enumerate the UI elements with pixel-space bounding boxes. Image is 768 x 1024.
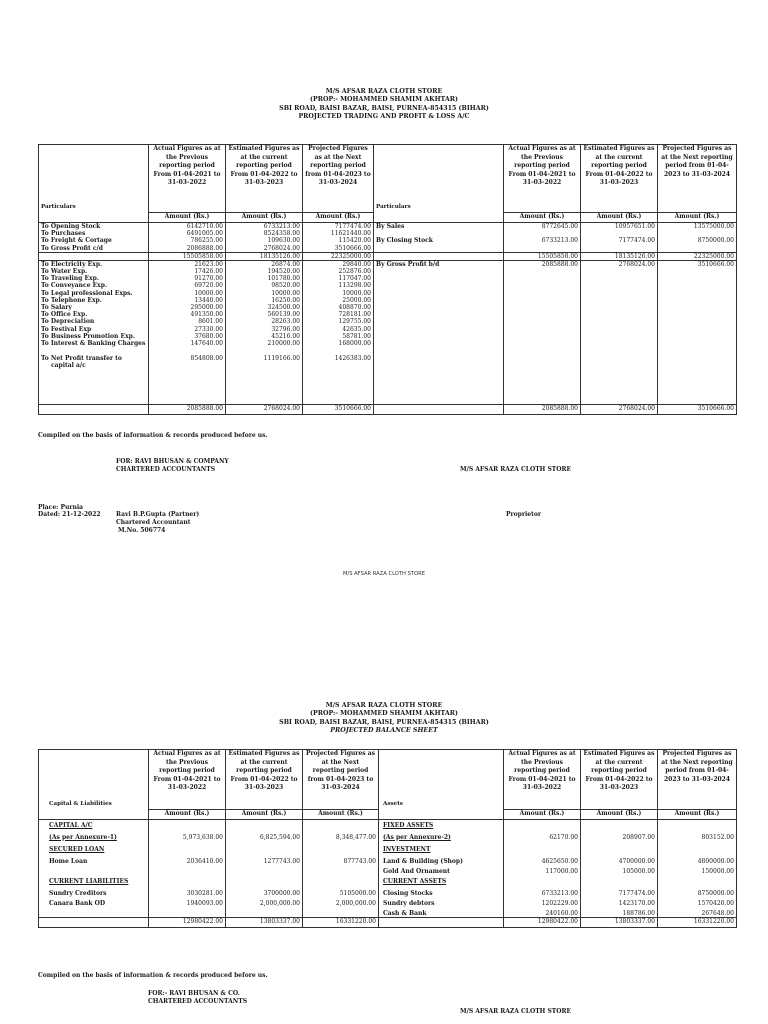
value: 2085888.00 [541, 260, 578, 268]
asset-value [658, 820, 737, 832]
liability-value [226, 866, 303, 876]
trading-debit-projected [303, 223, 374, 253]
blank-cell [379, 918, 504, 928]
trading-total: 15505858.00 [149, 252, 226, 260]
trading-credit-labels [374, 223, 504, 253]
trading-debit-labels [39, 223, 149, 253]
row-label [376, 245, 501, 252]
value [506, 245, 578, 252]
row-label: To Depreciation [41, 318, 95, 326]
row-label [376, 230, 501, 237]
spacer [151, 347, 223, 355]
value: 8601.00 [198, 318, 223, 326]
liability-value [149, 866, 226, 876]
particulars-head-left: Particulars [39, 145, 149, 223]
liability-value: 3700000.00 [226, 888, 303, 898]
liability-value [149, 876, 226, 888]
proprietor-line: (PROP:- MOHAMMED SHAMIM AKHTAR) [310, 710, 458, 718]
asset-label: (As per Annexure-2) [379, 832, 504, 844]
value: 2086888.00 [186, 244, 223, 252]
value: 21623.00 [194, 260, 223, 268]
row-label: To Salary [41, 304, 72, 312]
asset-value: 7177474.00 [581, 888, 658, 898]
pl-trading-block [39, 223, 737, 253]
amount-head: Amount (Rs.) [581, 213, 658, 223]
trading-credit-estimated [581, 223, 658, 253]
proprietor-line: (PROP:- MOHAMMED SHAMIM AKHTAR) [310, 96, 458, 104]
row-label: To Festival Exp [41, 325, 92, 333]
bs-row [39, 888, 737, 898]
capital-liabilities-head: Capital & Liabilities [39, 750, 149, 820]
proprietor-label: Proprietor [506, 511, 542, 518]
asset-value: 1570420.00 [658, 898, 737, 908]
value: 295000.00 [190, 304, 223, 312]
grand-total: 2768024.00 [226, 404, 303, 414]
bs-header [0, 702, 768, 736]
value: 17426.00 [194, 268, 223, 276]
pl-header [0, 88, 768, 122]
value: 32796.00 [271, 325, 300, 333]
row-label: To Purchases [41, 230, 86, 238]
amount-head: Amount (Rs.) [303, 213, 374, 223]
liability-value: 2,000,000.00 [303, 898, 379, 908]
bs-row [39, 856, 737, 866]
amount-head: Amount (Rs.) [581, 810, 658, 820]
bs-total: 12980422.00 [149, 918, 226, 928]
liability-value [303, 820, 379, 832]
asset-label: Closing Stocks [379, 888, 504, 898]
liability-value [303, 844, 379, 856]
amount-head: Amount (Rs.) [504, 213, 581, 223]
blank-cell [39, 918, 149, 928]
asset-value: 150000.00 [658, 866, 737, 876]
row-label: By Gross Profit b/d [376, 260, 440, 268]
compiled-note: Compiled on the basis of information & records produced before us. [38, 432, 268, 439]
value: 194520.00 [267, 268, 300, 276]
asset-value: 208907.00 [581, 832, 658, 844]
liability-value [226, 844, 303, 856]
asset-label: FIXED ASSETS [379, 820, 504, 832]
col-head-projected: Projected Figures as at the Next reporting period from 01-04-2023 to 31-03-2024 [303, 145, 374, 213]
liability-label: CURRENT LIABILITIES [39, 876, 149, 888]
bs-total: 12980422.00 [504, 918, 581, 928]
liability-label: Sundry Creditors [39, 888, 149, 898]
liability-value: 877743.00 [303, 856, 379, 866]
liability-value: 2,000,000.00 [226, 898, 303, 908]
bs-row [39, 820, 737, 832]
value: 6733213.00 [263, 223, 300, 230]
spacer [305, 347, 371, 355]
col-head-projected-r: Projected Figures as at the Next reporting period from 01-04-2023 to 31-03-2024 [658, 145, 737, 213]
asset-label: Sundry debtors [379, 898, 504, 908]
value: 8750000.00 [697, 237, 734, 245]
store-signature-name: M/S AFSAR RAZA CLOTH STORE [460, 466, 572, 473]
value: 210000.00 [267, 340, 300, 348]
value: 560139.00 [267, 311, 300, 319]
value: 491350.00 [190, 311, 223, 319]
grand-total: 2768024.00 [581, 404, 658, 414]
blank-cell [39, 404, 149, 414]
asset-label: CURRENT ASSETS [379, 876, 504, 888]
asset-value: 105000.00 [581, 866, 658, 876]
row-label: By Sales [376, 223, 405, 230]
asset-value: 267648.00 [658, 908, 737, 918]
bs-table [38, 749, 737, 928]
asset-value [581, 820, 658, 832]
store-signature-name-bs: M/S AFSAR RAZA CLOTH STORE [460, 1008, 572, 1015]
value: 408870.00 [338, 304, 371, 312]
value [583, 245, 655, 252]
value: 29840.00 [342, 260, 371, 268]
value: 45216.00 [271, 332, 300, 340]
value: 324500.00 [267, 304, 300, 312]
asset-value: 188786.00 [581, 908, 658, 918]
trading-total: 18135126.00 [226, 252, 303, 260]
auditor-designation-bs: CHARTERED ACCOUNTANTS [148, 998, 248, 1005]
value: 7177474.00 [334, 223, 371, 230]
value: 10957651.00 [614, 223, 655, 230]
col-head-actual-r: Actual Figures as at the Previous reporting period From 01-04-2021 to 31-03-2022 [504, 145, 581, 213]
col-head-actual: Actual Figures as at the Previous reporting period From 01-04-2021 to 31-03-2022 [149, 145, 226, 213]
pl-expense-block [39, 260, 737, 404]
value: 3510666.00 [697, 260, 734, 268]
value: 6733213.00 [541, 237, 578, 245]
liability-value: 3030281.00 [149, 888, 226, 898]
value: 2768024.00 [618, 260, 655, 268]
value: 728181.00 [338, 311, 371, 319]
col-head-actual-r: Actual Figures as at the Previous reporting period From 01-04-2021 to 31-03-2022 [504, 750, 581, 810]
value: 11621440.00 [330, 230, 371, 238]
row-label: To Gross Profit c/d [41, 244, 103, 252]
liability-value [303, 908, 379, 918]
col-head-estimated-r: Estimated Figures as at the current reporting period From 01-04-2022 to 31-03-2023 [581, 145, 658, 213]
asset-value: 8750000.00 [658, 888, 737, 898]
liability-value [303, 876, 379, 888]
row-label: To Water Exp. [41, 268, 88, 276]
spacer [228, 347, 300, 355]
net-profit-label: To Net Profit transfer to [41, 355, 122, 363]
liability-value [226, 820, 303, 832]
row-label: To Legal professional Exps. [41, 289, 133, 297]
value: 8524358.00 [263, 230, 300, 238]
pl-grand-total-row [39, 404, 737, 414]
address-line: SBI ROAD, BAISI BAZAR, BAISI, PURNEA-854315 (BIHAR) [279, 104, 489, 112]
row-label: To Traveling Exp. [41, 275, 99, 283]
bs-title: PROJECTED BALANCE SHEET [330, 727, 438, 735]
trading-totals-row [39, 252, 737, 260]
asset-label: INVESTMENT [379, 844, 504, 856]
value: 27330.00 [194, 325, 223, 333]
value: 6142710.00 [186, 223, 223, 230]
pl-table [38, 144, 737, 415]
bs-total: 13803337.00 [581, 918, 658, 928]
firm-name: M/S AFSAR RAZA CLOTH STORE [325, 88, 443, 95]
value: 25000.00 [342, 296, 371, 304]
income-estimated [581, 260, 658, 404]
net-profit-value: 1119166.00 [263, 355, 300, 363]
col-head-estimated-r: Estimated Figures as at the current reporting period From 01-04-2022 to 31-03-2023 [581, 750, 658, 810]
value: 109630.00 [267, 237, 300, 245]
liability-label: Canara Bank OD [39, 898, 149, 908]
value: 42635.00 [342, 325, 371, 333]
asset-value: 1423170.00 [581, 898, 658, 908]
net-profit-value: 1426383.00 [334, 355, 371, 363]
row-label: To Interest & Banking Charges [41, 340, 146, 348]
auditor-firm-bs: FOR:- RAVI BHUSAN & CO. [148, 990, 240, 997]
bs-row [39, 908, 737, 918]
asset-label: Gold And Ornament [379, 866, 504, 876]
value: 26874.00 [271, 260, 300, 268]
income-actual [504, 260, 581, 404]
row-label: By Closing Stock [376, 237, 433, 245]
net-profit-value: 854808.00 [190, 355, 223, 363]
value [660, 230, 734, 237]
trading-total: 22325000.00 [303, 252, 374, 260]
liability-value [226, 908, 303, 918]
liability-label: SECURED LOAN [39, 844, 149, 856]
liability-value: 2036410.00 [149, 856, 226, 866]
value: 13440.00 [194, 296, 223, 304]
liability-value: 6,825,594.00 [226, 832, 303, 844]
assets-head: Assets [379, 750, 504, 820]
amount-head: Amount (Rs.) [149, 213, 226, 223]
page-footer: M/S AFSAR RAZA CLOTH STORE [342, 571, 426, 577]
blank-cell [374, 252, 504, 260]
expense-estimated [226, 260, 303, 404]
liability-value [149, 908, 226, 918]
bs-row [39, 832, 737, 844]
row-label: To Freight & Cortage [41, 237, 112, 245]
bs-total: 13803337.00 [226, 918, 303, 928]
amount-head: Amount (Rs.) [149, 810, 226, 820]
value: 3510666.00 [334, 244, 371, 252]
asset-value [504, 844, 581, 856]
expense-projected [303, 260, 374, 404]
bs-head-row [39, 750, 737, 810]
value: 147640.00 [190, 340, 223, 348]
particulars-head-right: Particulars [374, 145, 504, 223]
value: 10000.00 [194, 289, 223, 297]
asset-value: 4625650.00 [504, 856, 581, 866]
value: 117047.00 [338, 275, 371, 283]
row-label: To Conveyance Exp. [41, 282, 108, 290]
amount-head: Amount (Rs.) [226, 810, 303, 820]
income-labels [374, 260, 504, 404]
liability-label: Home Loan [39, 856, 149, 866]
liability-value [226, 876, 303, 888]
amount-head: Amount (Rs.) [504, 810, 581, 820]
firm-name: M/S AFSAR RAZA CLOTH STORE [325, 702, 443, 709]
liability-value [149, 844, 226, 856]
asset-value [658, 876, 737, 888]
col-head-projected-r: Projected Figures as at the Next reporting period from 01-04-2023 to 31-03-2024 [658, 750, 737, 810]
value: 98520.00 [271, 282, 300, 290]
value: 168000.00 [338, 340, 371, 348]
asset-value: 4700000.00 [581, 856, 658, 866]
income-projected [658, 260, 737, 404]
value: 101780.00 [267, 275, 300, 283]
liability-label: (As per Annexure-1) [39, 832, 149, 844]
grand-total: 3510666.00 [658, 404, 737, 414]
address-line: SBI ROAD, BAISI BAZAR, BAISI, PURNEA-854315 (BIHAR) [279, 718, 489, 726]
liability-value: 5105000.00 [303, 888, 379, 898]
bs-total: 16331220.00 [303, 918, 379, 928]
partner-designation: Chartered Accountant [116, 519, 191, 526]
auditor-designation: CHARTERED ACCOUNTANTS [116, 466, 216, 473]
expense-labels [39, 260, 149, 404]
value: 7177474.00 [618, 237, 655, 245]
row-label: To Opening Stock [41, 223, 101, 230]
bs-row [39, 866, 737, 876]
value: 129755.00 [338, 318, 371, 326]
dated: Dated: 21-12-2022 [38, 511, 101, 518]
value: 16250.00 [271, 296, 300, 304]
liability-value: 5,973,638.00 [149, 832, 226, 844]
row-label: To Telephone Exp. [41, 296, 102, 304]
membership-number: M.No. 506774 [118, 527, 166, 534]
place: Place: Purnia [38, 504, 84, 511]
value: 113298.00 [338, 282, 371, 290]
asset-value: 1202229.00 [504, 898, 581, 908]
value [660, 245, 734, 252]
col-head-projected: Projected Figures as at the Next reporting period from 01-04-2023 to 31-03-2024 [303, 750, 379, 810]
amount-head: Amount (Rs.) [226, 213, 303, 223]
value: 28263.00 [271, 318, 300, 326]
value: 91270.00 [194, 275, 223, 283]
liability-value [303, 866, 379, 876]
asset-value [504, 876, 581, 888]
liability-value [149, 820, 226, 832]
liability-value: 1940093.00 [149, 898, 226, 908]
value: 6491005.00 [186, 230, 223, 238]
asset-value [581, 876, 658, 888]
bs-row [39, 844, 737, 856]
row-label: To Electricity Exp. [41, 260, 103, 268]
spacer [41, 347, 146, 355]
grand-total: 2085888.00 [504, 404, 581, 414]
value: 115420.00 [338, 237, 371, 245]
row-label: To Business Promotion Exp. [41, 332, 135, 340]
col-head-actual: Actual Figures as at the Previous reporting period From 01-04-2021 to 31-03-2022 [149, 750, 226, 810]
asset-label: Cash & Bank [379, 908, 504, 918]
amount-head: Amount (Rs.) [658, 810, 737, 820]
grand-total: 2085888.00 [149, 404, 226, 414]
trading-total: 18135126.00 [581, 252, 658, 260]
partner-name: Ravi B.P.Gupta (Partner) [116, 511, 200, 518]
amount-head: Amount (Rs.) [303, 810, 379, 820]
value: 13575000.00 [693, 223, 734, 230]
liability-label [39, 908, 149, 918]
asset-value: 240160.00 [504, 908, 581, 918]
liability-value: 8,348,477.00 [303, 832, 379, 844]
col-head-estimated: Estimated Figures as at the current reporting period From 01-04-2022 to 31-03-2023 [226, 145, 303, 213]
liability-value: 1277743.00 [226, 856, 303, 866]
value: 786255.00 [190, 237, 223, 245]
expense-actual [149, 260, 226, 404]
bs-totals-row [39, 918, 737, 928]
value [583, 230, 655, 237]
pl-head-row [39, 145, 737, 213]
value: 10000.00 [271, 289, 300, 297]
asset-value: 62170.00 [504, 832, 581, 844]
blank-cell [39, 252, 149, 260]
pl-title: PROJECTED TRADING AND PROFIT & LOSS A/C [298, 113, 470, 121]
trading-debit-estimated [226, 223, 303, 253]
liability-label: CAPITAL A/C [39, 820, 149, 832]
auditor-firm: FOR: RAVI BHUSAN & COMPANY [116, 458, 229, 465]
liability-label [39, 866, 149, 876]
asset-value: 117000.00 [504, 866, 581, 876]
compiled-note-bs: Compiled on the basis of information & records produced before us. [38, 972, 268, 979]
trading-total: 15505858.00 [504, 252, 581, 260]
asset-label: Land & Building (Shop) [379, 856, 504, 866]
bs-row [39, 898, 737, 908]
value: 10000.00 [342, 289, 371, 297]
value: 37680.00 [194, 332, 223, 340]
amount-head: Amount (Rs.) [658, 213, 737, 223]
asset-value: 4800000.00 [658, 856, 737, 866]
net-profit-label-2: capital a/c [51, 362, 86, 370]
value: 69720.00 [194, 282, 223, 290]
bs-body [39, 820, 737, 918]
blank-cell [374, 404, 504, 414]
value: 252876.00 [338, 268, 371, 276]
value: 8772645.00 [541, 223, 578, 230]
trading-debit-actual [149, 223, 226, 253]
value [506, 230, 578, 237]
value: 2768024.00 [263, 244, 300, 252]
trading-credit-projected [658, 223, 737, 253]
trading-total: 22325000.00 [658, 252, 737, 260]
col-head-estimated: Estimated Figures as at the current reporting period From 01-04-2022 to 31-03-2023 [226, 750, 303, 810]
asset-value: 803152.00 [658, 832, 737, 844]
asset-value: 6733213.00 [504, 888, 581, 898]
asset-value [658, 844, 737, 856]
row-label: To Office Exp. [41, 311, 88, 319]
bs-row [39, 876, 737, 888]
bs-total: 16331220.00 [658, 918, 737, 928]
trading-credit-actual [504, 223, 581, 253]
value: 58781.00 [342, 332, 371, 340]
asset-value [504, 820, 581, 832]
asset-value [581, 844, 658, 856]
grand-total: 3510666.00 [303, 404, 374, 414]
